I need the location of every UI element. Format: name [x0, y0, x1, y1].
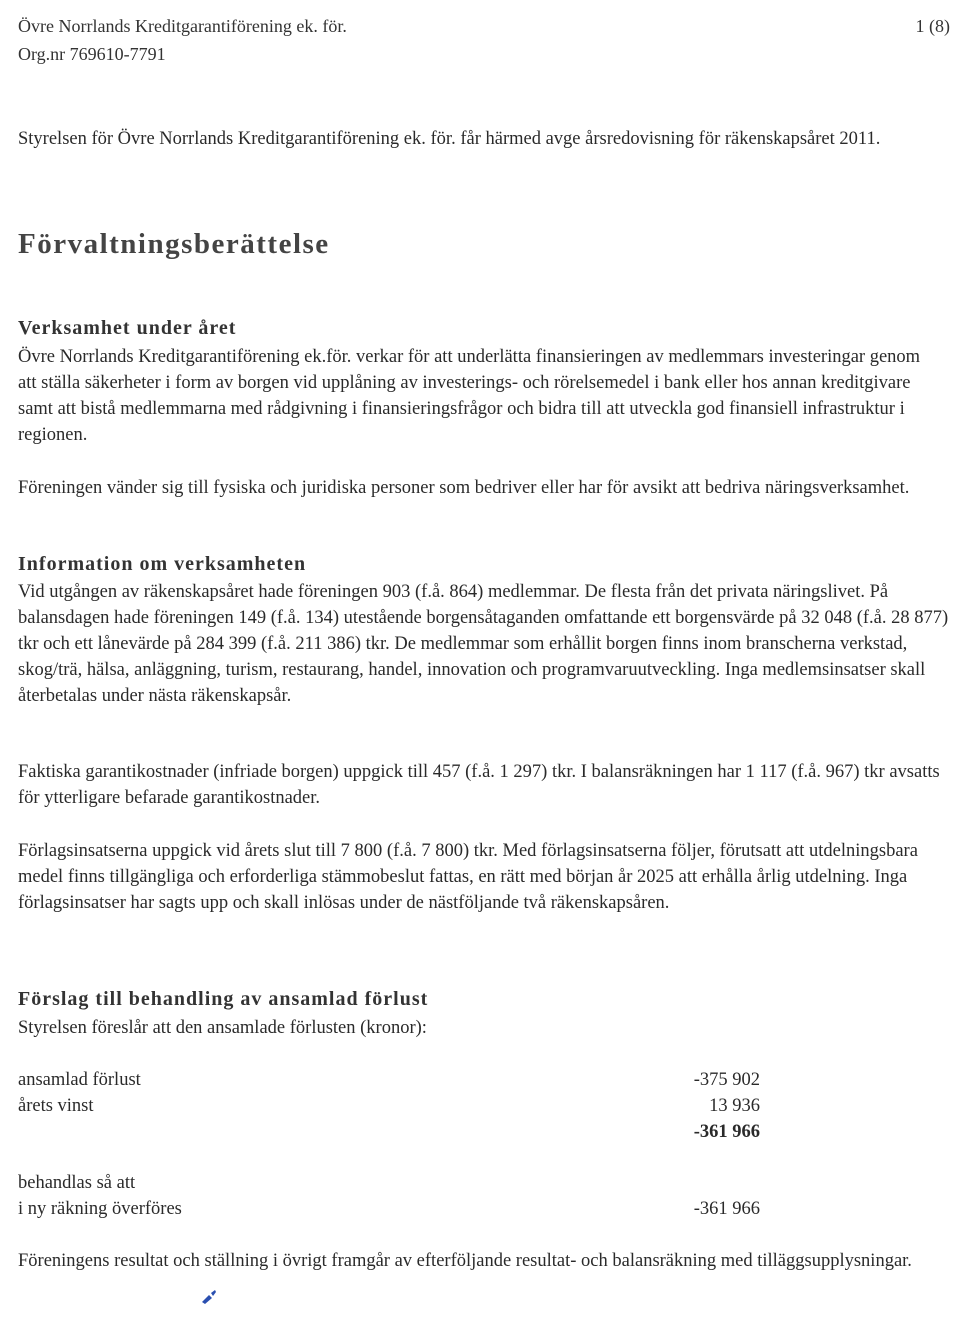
total-value: -361 966	[693, 1122, 760, 1142]
row-label: ansamlad förlust	[18, 1070, 141, 1090]
row-label: behandlas så att	[18, 1173, 136, 1193]
signature-mark-icon	[200, 1289, 218, 1305]
organization-number: Org.nr 769610-7791	[18, 44, 166, 64]
information-paragraph-3: Förlagsinsatserna uppgick vid årets slut till 7 800 (f.å. 7 800) tkr. Med förlagsinsatserna följer, förutsatt att utdelningsbara medel finns tillgängliga och erforderliga stämmobeslut fattas, en rätt med början år 2025 att erhålla årlig utdelning. Inga förlagsinsatser har sagts upp och skall inlösas under de nästföljande två räkenskapsåren.	[18, 841, 918, 913]
row-value: 13 936	[709, 1096, 760, 1116]
organization-name: Övre Norrlands Kreditgarantiförening ek. för.	[18, 16, 347, 36]
page-title: Förvaltningsberättelse	[18, 228, 330, 260]
table-row	[18, 1067, 760, 1093]
table-row	[18, 1170, 760, 1196]
row-value: -375 902	[693, 1070, 760, 1090]
forslag-intro: Styrelsen föreslår att den ansamlade förlusten (kronor):	[18, 1018, 427, 1038]
page-number: 1 (8)	[915, 16, 950, 36]
table-row	[18, 1093, 760, 1119]
closing-paragraph: Föreningens resultat och ställning i övrigt framgår av efterföljande resultat- och balansräkning med tilläggsupplysningar.	[18, 1251, 912, 1271]
verksamhet-paragraph-2: Föreningen vänder sig till fysiska och juridiska personer som bedriver eller har för avsikt att bedriva näringsverksamhet.	[18, 478, 910, 498]
row-label: i ny räkning överföres	[18, 1199, 182, 1219]
intro-paragraph: Styrelsen för Övre Norrlands Kreditgarantiförening ek. för. får härmed avge årsredovisning för räkenskapsåret 2011.	[18, 129, 881, 149]
information-paragraph-1: Vid utgången av räkenskapsåret hade föreningen 903 (f.å. 864) medlemmar. De flesta från det privata näringslivet. På balansdagen hade föreningen 149 (f.å. 134) utestående borgensåtaganden omfattande ett borgensvärde på 32 048 (f.å. 28 877) tkr och ett lånevärde på 284 399 (f.å. 211 386) tkr. De medlemmar som erhållit borgen finns inom branscherna verkstad, skog/trä, hälsa, anläggning, turism, restaurang, handel, innovation och programvaruutveckling. Inga medlemsinsatser skall återbetalas under nästa räkenskapsår.	[18, 582, 949, 706]
information-paragraph-2: Faktiska garantikostnader (infriade borgen) uppgick till 457 (f.å. 1 297) tkr. I balansräkningen har 1 117 (f.å. 967) tkr avsatts för ytterligare befarade garantikostnader.	[18, 762, 940, 808]
row-value: -361 966	[693, 1199, 760, 1219]
row-label: årets vinst	[18, 1096, 94, 1116]
section-heading-forslag: Förslag till behandling av ansamlad förlust	[18, 988, 429, 1010]
verksamhet-paragraph-1: Övre Norrlands Kreditgarantiförening ek.för. verkar för att underlätta finansieringen av medlemmars investeringar genom att ställa säkerheter i form av borgen vid upplåning av investerings- och rörelsemedel i bank eller hos annan kreditgivare samt att bistå medlemmarna med rådgivning i finansieringsfrågor och bidra till att utveckla god finansiell infrastruktur i regionen.	[18, 347, 921, 445]
table-row	[18, 1196, 760, 1222]
table-row-total	[18, 1119, 760, 1145]
section-heading-verksamhet: Verksamhet under året	[18, 317, 237, 339]
section-heading-information: Information om verksamheten	[18, 553, 307, 575]
